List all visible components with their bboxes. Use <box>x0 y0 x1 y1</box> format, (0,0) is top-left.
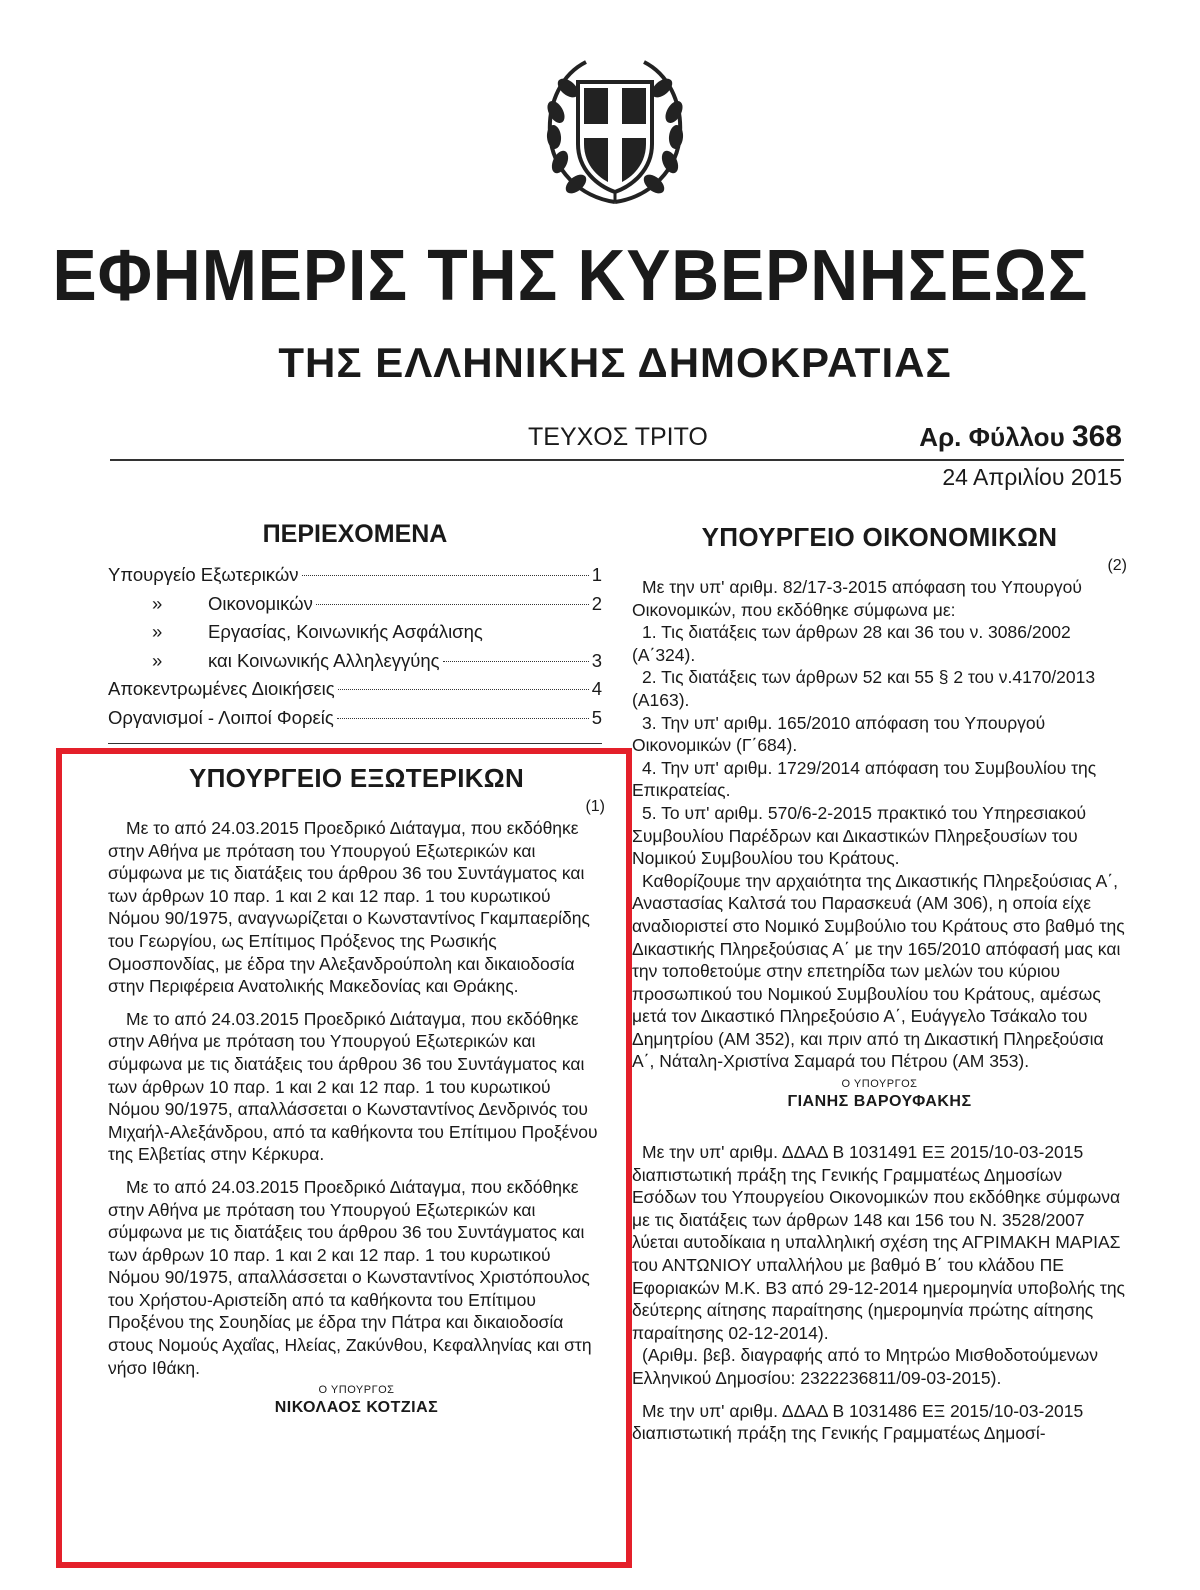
ditto-mark: » <box>152 621 163 642</box>
toc-item <box>108 675 602 704</box>
resignation-act-paragraph: Με την υπ' αριθμ. ΔΔΑΔ Β 1031491 ΕΞ 2015/10-03-2015 διαπιστωτική πράξη της Γενικής Γραμματέως Δημοσίων Εσόδων του Υπουργείου Οικονομικών που εκδόθηκε σύμφωνα με τις διατάξεις των άρθρων 148 και 156 του Ν. 3528/2007 λύεται αυτοδίκαια η υπαλληλική σχέση της ΑΓΡΙΜΑΚΗ ΜΑΡΙΑΣ του ΑΝΤΩΝΙΟΥ υπαλλήλου με βαθμό Β΄ του κλάδου ΠΕ Εφοριακών Μ.Κ. Β3 από 29-12-2014 ημερομηνία υποβολής της δεύτερης αίτησης παραίτησης (ημερομηνία πρώτης αίτησης παραίτησης 02-12-2014). <box>632 1142 1125 1343</box>
decree-paragraph: Με το από 24.03.2015 Προεδρικό Διάταγμα, που εκδόθηκε στην Αθήνα με πρόταση του Υπουργού Εξωτερικών και σύμφωνα με τις διατάξεις του άρθρου 36 του Συντάγματος και των άρθρων 10 παρ. 1 και 2 και 12 παρ. 1 του κυρωτικού Νόμου 90/1975, απαλλάσσεται ο Κωνσταντίνος Χριστόπουλος του Χρήστου-Αριστείδη από τα καθήκοντα του Επίτιμου Προξένου της Σουηδίας με έδρα την Πάτρα και δικαιοδοσία στους Νομούς Αχαΐας, Ηλείας, Ζακύνθου, Κεφαλληνίας και στη νήσο Ιθάκη. <box>108 1176 592 1378</box>
toc-item-label: και Κοινωνικής Αλληλεγγύης <box>208 649 440 671</box>
legal-basis-item: 1. Τις διατάξεις των άρθρων 28 και 36 του ν. 3086/2002 (Α΄324). <box>632 622 1071 665</box>
signatory-name: ΝΙΚΟΛΑΟΣ ΚΟΤΖΙΑΣ <box>274 1399 439 1417</box>
toc-item <box>108 647 602 676</box>
toc-item-label: Οργανισμοί - Λοιποί Φορείς <box>108 706 334 728</box>
gazette-title: ΕΦΗΜΕΡΙΣ ΤΗΣ ΚΥΒΕΡΝΗΣΕΩΣ <box>52 236 1089 316</box>
sheet-number <box>919 422 1122 452</box>
sheet-number-value: 368 <box>1071 420 1122 453</box>
signatory-role: Ο ΥΠΟΥΡΓΟΣ <box>841 1078 918 1091</box>
legal-basis-item: 4. Την υπ' αριθμ. 1729/2014 απόφαση του Συμβουλίου της Επικρατείας. <box>632 757 1097 801</box>
toc-item-label: Εργασίας, Κοινωνικής Ασφάλισης <box>208 621 483 642</box>
toc-item-label: Αποκεντρωμένες Διοικήσεις <box>108 678 335 699</box>
decree-paragraph: Με το από 24.03.2015 Προεδρικό Διάταγμα, που εκδόθηκε στην Αθήνα με πρόταση του Υπουργού Εξωτερικών και σύμφωνα με τις διατάξεις του άρθρου 36 του Συντάγματος και των άρθρων 10 παρ. 1 και 2 και 12 παρ. 1 του κυρωτικού Νόμου 90/1975, αναγνωρίζεται ο Κωνσταντίνος Γκαμπαερίδης του Γεωργίου, ως Επίτιμος Πρόξενος της Ρωσικής Ομοσπονδίας, με έδρα την Αλεξανδρούπολη και δικαιοδοσία στην Περιφέρεια Ανατολικής Μακεδονίας και Θράκης. <box>108 818 590 997</box>
toc-page: 4 <box>591 678 602 699</box>
legal-basis-item: 2. Τις διατάξεις των άρθρων 52 και 55 § 2 του ν.4170/2013 (Α163). <box>632 667 1096 710</box>
decision-intro: Με την υπ' αριθμ. 82/17-3-2015 απόφαση του Υπουργού Οικονομικών, που εκδόθηκε σύμφωνα με: <box>632 577 1082 620</box>
ditto-mark: » <box>152 592 163 614</box>
toc-item-label: Οικονομικών <box>208 592 313 614</box>
decision-text: Καθορίζουμε την αρχαιότητα της Δικαστικής Πληρεξούσιας Α΄, Αναστασίας Καλτσά του Παρασκευά (ΑΜ 306), η οποία είχε αναδιοριστεί στο Νομικό Συμβούλιο του Κράτους στο βαθμό της Δικαστικής Πληρεξούσιας Α΄ με την 165/2010 απόφασή μας και την τοποθετούμε στην επετηρίδα των μελών του κύριου προσωπικού του Νομικού Συμβουλίου του Κράτους, αμέσως μετά τον Δικαστικό Πληρεξούσιο Α΄, Ευάγγελο Τσάκαλο του Δημητρίου (ΑΜ 352), και πριν από τη Δικαστική Πληρεξούσια Α΄, Νάταλη-Χριστίνα Σαμαρά του Πέτρου (ΑΜ 353). <box>632 870 1125 1072</box>
table-of-contents <box>108 522 602 732</box>
toc-page: 1 <box>591 564 602 585</box>
toc-leader <box>337 718 589 719</box>
issue-label: ΤΕΥΧΟΣ ΤΡΙΤΟ <box>528 423 708 451</box>
toc-leader <box>338 689 589 690</box>
section-number: (1) <box>585 798 605 815</box>
header-rule <box>110 459 1124 461</box>
toc-item-label: Υπουργείο Εξωτερικών <box>108 564 299 585</box>
toc-leader <box>316 604 589 605</box>
section-heading: ΥΠΟΥΡΓΕΙΟ ΕΞΩΤΕΡΙΚΩΝ <box>188 763 525 793</box>
section-heading: ΥΠΟΥΡΓΕΙΟ ΟΙΚΟΝΟΜΙΚΩΝ <box>701 522 1058 552</box>
toc-leader <box>302 575 589 576</box>
ditto-mark: » <box>152 649 163 671</box>
toc-item <box>108 561 602 590</box>
toc-item <box>108 590 602 619</box>
signatory-role: Ο ΥΠΟΥΡΓΟΣ <box>318 1384 395 1397</box>
signatory-name: ΓΙΑΝΗΣ ΒΑΡΟΥΦΑΚΗΣ <box>787 1093 972 1111</box>
deregistration-note: (Αριθμ. βεβ. διαγραφής από το Μητρώο Μισθοδοτούμενων Ελληνικού Δημοσίου: 2322236811/09-03-2015). <box>632 1345 1098 1388</box>
toc-title: ΠΕΡΙΕΧΟΜΕΝΑ <box>262 520 448 548</box>
foreign-affairs-section <box>108 765 605 1419</box>
toc-leader <box>443 661 589 662</box>
decree-paragraph: Με το από 24.03.2015 Προεδρικό Διάταγμα, που εκδόθηκε στην Αθήνα με πρόταση του Υπουργού Εξωτερικών και σύμφωνα με τις διατάξεις του άρθρου 36 του Συντάγματος και των άρθρων 10 παρ. 1 και 2 και 12 παρ. 1 του κυρωτικού Νόμου 90/1975, απαλλάσσεται ο Κωνσταντίνος Δενδρινός του Μιχαήλ-Αλεξάνδρου, από τα καθήκοντα του Επίτιμου Προξένου της Ελβετίας στην Κέρκυρα. <box>108 1008 598 1165</box>
section-number: (2) <box>1107 557 1127 574</box>
finance-section <box>632 524 1127 1445</box>
sheet-label: Αρ. Φύλλου <box>919 422 1065 452</box>
legal-basis-item: 5. Το υπ' αριθμ. 570/6-2-2015 πρακτικό του Υπηρεσιακού Συμβουλίου Παρέδρων και Δικαστικών Πληρεξουσίων του Νομικού Συμβουλίου του Κράτους. <box>632 802 1087 869</box>
gazette-subtitle: ΤΗΣ ΕΛΛΗΝΙΚΗΣ ΔΗΜΟΚΡΑΤΙΑΣ <box>278 339 952 386</box>
toc-page: 2 <box>591 592 602 614</box>
toc-item <box>108 704 602 733</box>
issue-date: 24 Απριλίου 2015 <box>942 464 1122 490</box>
toc-rule <box>108 743 602 744</box>
toc-page: 5 <box>591 706 602 728</box>
greek-coat-of-arms-emblem <box>540 52 690 212</box>
toc-page: 3 <box>591 649 602 671</box>
toc-item <box>108 618 602 647</box>
legal-basis-item: 3. Την υπ' αριθμ. 165/2010 απόφαση του Υπουργού Οικονομικών (Γ΄684). <box>632 712 1046 756</box>
spacer <box>632 1113 1127 1141</box>
resignation-act-paragraph: Με την υπ' αριθμ. ΔΔΑΔ Β 1031486 ΕΞ 2015/10-03-2015 διαπιστωτική πράξη της Γενικής Γραμματέως Δημοσί- <box>632 1400 1084 1444</box>
